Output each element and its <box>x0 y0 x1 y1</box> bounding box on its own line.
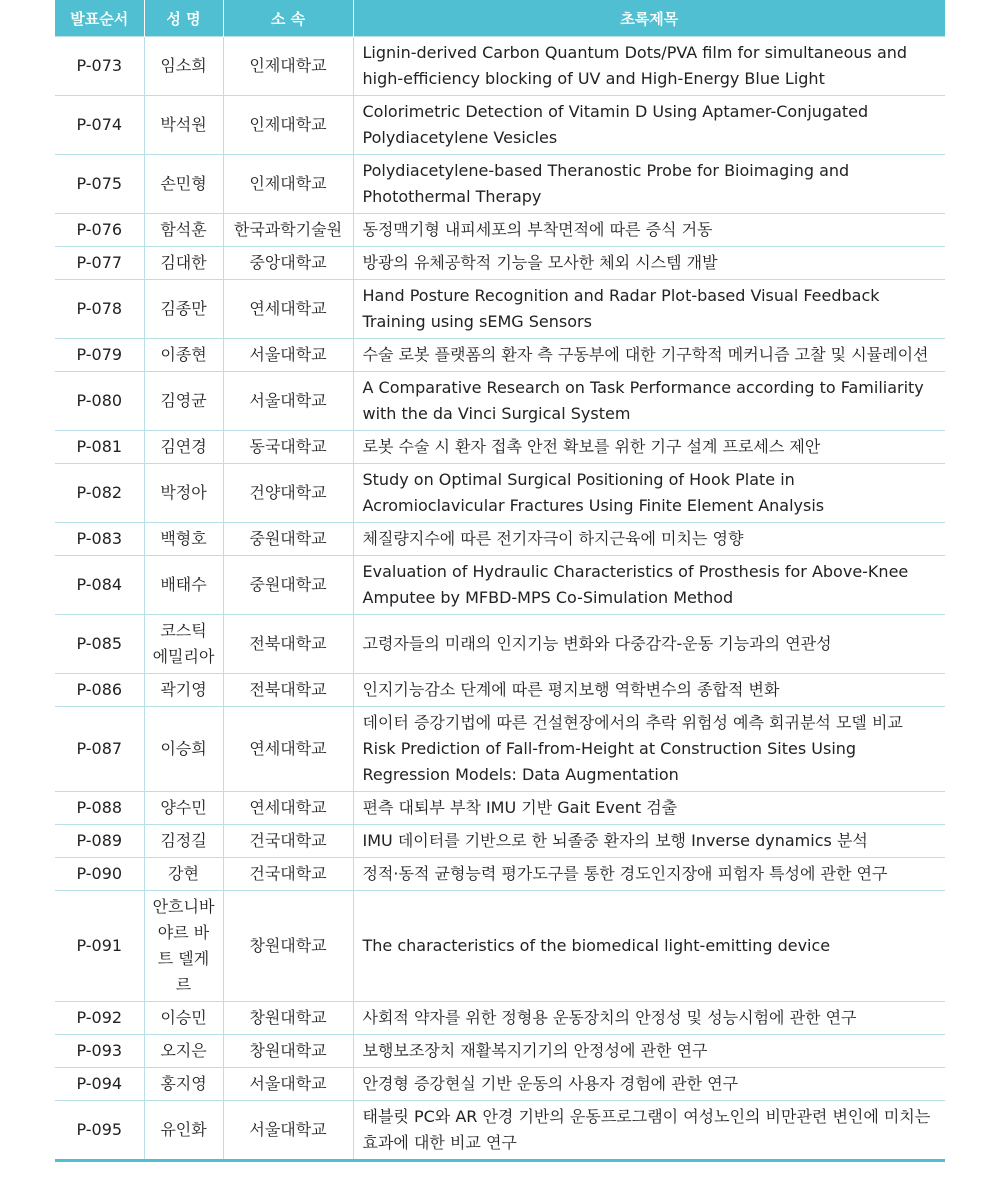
table-row <box>55 891 945 1002</box>
abstract-title: A Comparative Research on Task Performance according to Familiarity with the da Vinci Surgical System <box>353 372 945 431</box>
poster-number: P-091 <box>55 891 144 1002</box>
affiliation: 창원대학교 <box>223 1035 353 1068</box>
header-name: 성 명 <box>144 0 223 37</box>
affiliation: 건양대학교 <box>223 464 353 523</box>
affiliation: 연세대학교 <box>223 280 353 339</box>
table-row <box>55 280 945 339</box>
poster-number: P-086 <box>55 674 144 707</box>
abstract-title: 인지기능감소 단계에 따른 평지보행 역학변수의 종합적 변화 <box>353 674 945 707</box>
abstract-title: Hand Posture Recognition and Radar Plot-based Visual Feedback Training using sEMG Sensors <box>353 280 945 339</box>
header-affiliation: 소 속 <box>223 0 353 37</box>
table-row <box>55 372 945 431</box>
poster-number: P-095 <box>55 1101 144 1161</box>
abstract-title: 안경형 증강현실 기반 운동의 사용자 경험에 관한 연구 <box>353 1068 945 1101</box>
affiliation: 인제대학교 <box>223 96 353 155</box>
abstract-title: 정적·동적 균형능력 평가도구를 통한 경도인지장애 피험자 특성에 관한 연구 <box>353 858 945 891</box>
abstract-title: 데이터 증강기법에 따른 건설현장에서의 추락 위험성 예측 회귀분석 모델 비교 Risk Prediction of Fall-from-Height at Construction Sites Using Regression Models: Data Augmentation <box>353 707 945 792</box>
poster-number: P-078 <box>55 280 144 339</box>
presenter-name: 오지은 <box>144 1035 223 1068</box>
affiliation: 인제대학교 <box>223 155 353 214</box>
abstract-title: Colorimetric Detection of Vitamin D Using Aptamer-Conjugated Polydiacetylene Vesicles <box>353 96 945 155</box>
affiliation: 서울대학교 <box>223 372 353 431</box>
presenter-name: 박정아 <box>144 464 223 523</box>
abstract-title: 수술 로봇 플랫폼의 환자 측 구동부에 대한 기구학적 메커니즘 고찰 및 시뮬레이션 <box>353 339 945 372</box>
poster-number: P-073 <box>55 37 144 96</box>
presenter-name: 백형호 <box>144 523 223 556</box>
presenter-name: 박석원 <box>144 96 223 155</box>
poster-number: P-075 <box>55 155 144 214</box>
presenter-name: 안흐니바 야르 바트 델게르 <box>144 891 223 1002</box>
table-row <box>55 96 945 155</box>
abstract-title: 방광의 유체공학적 기능을 모사한 체외 시스템 개발 <box>353 247 945 280</box>
poster-number: P-083 <box>55 523 144 556</box>
table-row <box>55 1035 945 1068</box>
table-row <box>55 37 945 96</box>
affiliation: 서울대학교 <box>223 339 353 372</box>
affiliation: 건국대학교 <box>223 825 353 858</box>
table-row <box>55 247 945 280</box>
presenter-name: 손민형 <box>144 155 223 214</box>
presenter-name: 이승희 <box>144 707 223 792</box>
affiliation: 전북대학교 <box>223 674 353 707</box>
poster-number: P-085 <box>55 615 144 674</box>
table-row <box>55 214 945 247</box>
presenter-name: 양수민 <box>144 792 223 825</box>
table-row <box>55 523 945 556</box>
affiliation: 중원대학교 <box>223 556 353 615</box>
abstract-title: Polydiacetylene-based Theranostic Probe for Bioimaging and Photothermal Therapy <box>353 155 945 214</box>
affiliation: 동국대학교 <box>223 431 353 464</box>
affiliation: 연세대학교 <box>223 707 353 792</box>
affiliation: 인제대학교 <box>223 37 353 96</box>
header-title: 초록제목 <box>353 0 945 37</box>
abstract-title: Study on Optimal Surgical Positioning of Hook Plate in Acromioclavicular Fractures Using Finite Element Analysis <box>353 464 945 523</box>
presenter-name: 김영균 <box>144 372 223 431</box>
poster-number: P-074 <box>55 96 144 155</box>
table-row <box>55 431 945 464</box>
abstract-title: 동정맥기형 내피세포의 부착면적에 따른 증식 거동 <box>353 214 945 247</box>
poster-number: P-079 <box>55 339 144 372</box>
presenter-name: 김정길 <box>144 825 223 858</box>
abstract-title: 고령자들의 미래의 인지기능 변화와 다중감각-운동 기능과의 연관성 <box>353 615 945 674</box>
table-row <box>55 556 945 615</box>
presenter-name: 임소희 <box>144 37 223 96</box>
affiliation: 중원대학교 <box>223 523 353 556</box>
poster-number: P-087 <box>55 707 144 792</box>
poster-number: P-077 <box>55 247 144 280</box>
presenter-name: 이승민 <box>144 1002 223 1035</box>
affiliation: 창원대학교 <box>223 891 353 1002</box>
affiliation: 서울대학교 <box>223 1068 353 1101</box>
poster-number: P-081 <box>55 431 144 464</box>
affiliation: 서울대학교 <box>223 1101 353 1161</box>
poster-number: P-090 <box>55 858 144 891</box>
table-row <box>55 825 945 858</box>
poster-number: P-082 <box>55 464 144 523</box>
abstract-title: Lignin-derived Carbon Quantum Dots/PVA film for simultaneous and high-efficiency blocking of UV and High-Energy Blue Light <box>353 37 945 96</box>
presenter-name: 함석훈 <box>144 214 223 247</box>
abstract-title: 태블릿 PC와 AR 안경 기반의 운동프로그램이 여성노인의 비만관련 변인에 미치는 효과에 대한 비교 연구 <box>353 1101 945 1161</box>
table-body <box>55 37 945 1161</box>
table-header-row <box>55 0 945 37</box>
affiliation: 전북대학교 <box>223 615 353 674</box>
abstract-title: The characteristics of the biomedical light-emitting device <box>353 891 945 1002</box>
abstract-title: Evaluation of Hydraulic Characteristics of Prosthesis for Above-Knee Amputee by MFBD-MPS Co-Simulation Method <box>353 556 945 615</box>
abstract-title: 사회적 약자를 위한 정형용 운동장치의 안정성 및 성능시험에 관한 연구 <box>353 1002 945 1035</box>
presenter-name: 김대한 <box>144 247 223 280</box>
table-row <box>55 1101 945 1161</box>
poster-number: P-092 <box>55 1002 144 1035</box>
affiliation: 한국과학기술원 <box>223 214 353 247</box>
abstract-title: 편측 대퇴부 부착 IMU 기반 Gait Event 검출 <box>353 792 945 825</box>
table-row <box>55 1002 945 1035</box>
table-row <box>55 858 945 891</box>
abstract-title: 체질량지수에 따른 전기자극이 하지근육에 미치는 영향 <box>353 523 945 556</box>
header-order: 발표순서 <box>55 0 144 37</box>
presenter-name: 강현 <box>144 858 223 891</box>
poster-number: P-076 <box>55 214 144 247</box>
poster-number: P-089 <box>55 825 144 858</box>
affiliation: 건국대학교 <box>223 858 353 891</box>
presenter-name: 이종현 <box>144 339 223 372</box>
abstract-title: 로봇 수술 시 환자 접촉 안전 확보를 위한 기구 설계 프로세스 제안 <box>353 431 945 464</box>
table-row <box>55 792 945 825</box>
presenter-name: 곽기영 <box>144 674 223 707</box>
table-row <box>55 674 945 707</box>
presenter-name: 배태수 <box>144 556 223 615</box>
table-row <box>55 707 945 792</box>
table-row <box>55 155 945 214</box>
affiliation: 연세대학교 <box>223 792 353 825</box>
presenter-name: 김종만 <box>144 280 223 339</box>
abstract-title: IMU 데이터를 기반으로 한 뇌졸중 환자의 보행 Inverse dynamics 분석 <box>353 825 945 858</box>
affiliation: 중앙대학교 <box>223 247 353 280</box>
presenter-name: 코스틱 에밀리아 <box>144 615 223 674</box>
poster-number: P-094 <box>55 1068 144 1101</box>
presenter-name: 김연경 <box>144 431 223 464</box>
table-row <box>55 339 945 372</box>
poster-table <box>55 0 945 1162</box>
table-row <box>55 615 945 674</box>
poster-number: P-084 <box>55 556 144 615</box>
presenter-name: 유인화 <box>144 1101 223 1161</box>
poster-number: P-093 <box>55 1035 144 1068</box>
poster-number: P-080 <box>55 372 144 431</box>
table-row <box>55 1068 945 1101</box>
table-row <box>55 464 945 523</box>
poster-schedule <box>55 0 945 1162</box>
presenter-name: 홍지영 <box>144 1068 223 1101</box>
poster-number: P-088 <box>55 792 144 825</box>
affiliation: 창원대학교 <box>223 1002 353 1035</box>
abstract-title: 보행보조장치 재활복지기기의 안정성에 관한 연구 <box>353 1035 945 1068</box>
